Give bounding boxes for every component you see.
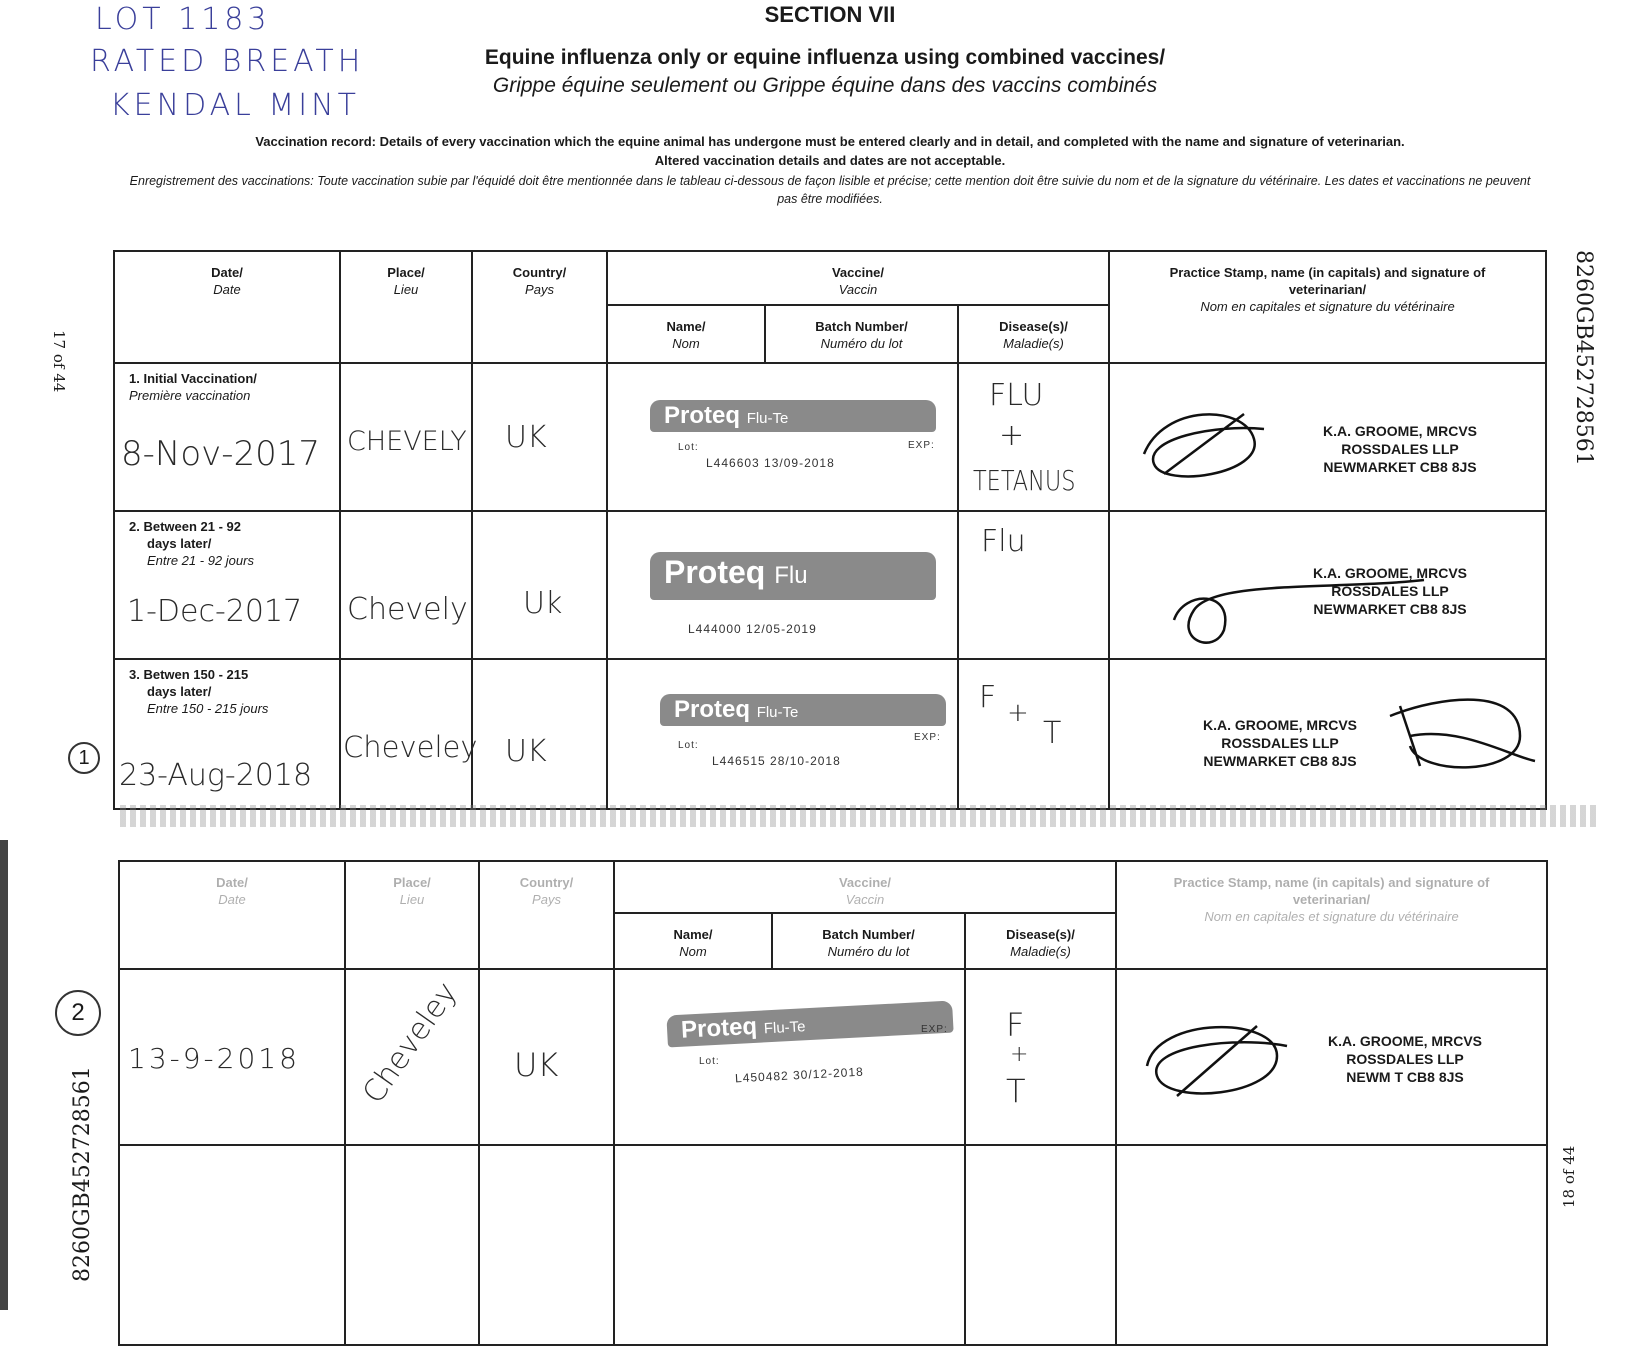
row3-signature: [1380, 676, 1540, 786]
row2-disease-cell: [958, 511, 1109, 659]
page-number-right: 18 of 44: [1560, 1145, 1578, 1208]
page-number-left: 17 of 44: [50, 330, 68, 393]
bottom-row-disease-cell: [965, 969, 1116, 1145]
table-row: [119, 1145, 1547, 1345]
row2-country-cell: [472, 511, 607, 659]
row2-vaccine-label-cell: [607, 511, 958, 659]
table-row: [114, 511, 1546, 659]
row3-exp-label: EXP:: [914, 732, 941, 743]
circle-marker-2-text: 2: [71, 999, 85, 1026]
row1-signature: [1124, 394, 1274, 494]
row3-disease-plus: +: [1007, 698, 1029, 728]
bottom-row-disease-t: T: [1006, 1072, 1026, 1110]
empty-cell: [965, 1145, 1116, 1345]
circle-marker-1: [68, 742, 100, 774]
bottom-row-vaccine-label-cell: [614, 969, 965, 1145]
bottom-row-exp-label: EXP:: [921, 1024, 948, 1035]
row3-date: 23-Aug-2018: [119, 758, 313, 793]
row1-lot-number: L446603 13/09-2018: [706, 456, 835, 470]
bottom-header-disease: Disease(s)/ Maladie(s): [965, 913, 1116, 969]
empty-cell: [119, 1145, 345, 1345]
header-country: Country/ Pays: [472, 251, 607, 363]
circle-marker-1-text: 1: [78, 747, 90, 769]
heading-english: Equine influenza only or equine influenza using combined vaccines/: [484, 46, 1166, 69]
bottom-header-country: Country/ Pays: [479, 861, 614, 969]
bottom-row-vaccine-label: Proteq Flu-Te: [666, 1001, 953, 1048]
bottom-header-stamp: Practice Stamp, name (in capitals) and signature of veterinarian/ Nom en capitales et signature du vétérinaire: [1116, 861, 1547, 969]
bottom-header-date: Date/ Date: [119, 861, 345, 969]
instructions-english: Vaccination record: Details of every vaccination which the equine animal has undergone must be entered clearly and in detail, and completed with the name and signature of veterinarian.: [255, 134, 1405, 149]
row3-date-cell: 3. Betwen 150 - 215 days later/ Entre 150 - 215 jours 23-Aug-2018: [114, 659, 340, 809]
row3-stamp-cell: [1109, 659, 1546, 809]
row3-vaccine-label-cell: [607, 659, 958, 809]
bottom-header-vaccine: Vaccine/ Vaccin: [614, 861, 1116, 913]
empty-cell: [345, 1145, 479, 1345]
row1-date: 8-Nov-2017: [121, 434, 321, 474]
table-row: [114, 363, 1546, 511]
bottom-row-country: UK: [514, 1046, 559, 1084]
bottom-header-name: Name/ Nom: [614, 913, 772, 969]
header-batch: Batch Number/ Numéro du lot: [765, 305, 958, 363]
row3-disease-t: T: [1043, 716, 1062, 751]
row1-lot-label: Lot:: [678, 442, 699, 453]
row2-date-cell: 2. Between 21 - 92 days later/ Entre 21 - 92 jours 1-Dec-2017: [114, 511, 340, 659]
row2-stamp: K.A. GROOME, MRCVS ROSSDALES LLP NEWMARKET CB8 8JS: [1312, 565, 1467, 617]
row3-country-cell: [472, 659, 607, 809]
section-title: SECTION VII: [764, 2, 896, 27]
handwritten-dam-name: KENDAL MINT: [110, 88, 360, 123]
bottom-row-stamp-cell: [1116, 969, 1547, 1145]
header-place: Place/ Lieu: [340, 251, 472, 363]
faded-overlap-strip: [120, 805, 1600, 827]
row2-stamp-cell: [1109, 511, 1546, 659]
header-vaccine: Vaccine/ Vaccin: [607, 251, 1109, 305]
empty-cell: [479, 1145, 614, 1345]
row3-place: Cheveley: [343, 730, 478, 764]
row2-country: Uk: [523, 586, 563, 621]
row1-place-cell: [340, 363, 472, 511]
row1-disease-line2: +: [999, 418, 1025, 453]
header-name: Name/ Nom: [607, 305, 765, 363]
bottom-row-place: Cheveley: [356, 975, 465, 1111]
row1-date-cell: 1. Initial Vaccination/ Première vaccination 8-Nov-2017: [114, 363, 340, 511]
row1-disease-cell: [958, 363, 1109, 511]
bottom-row-date-cell: [119, 969, 345, 1145]
header-stamp: Practice Stamp, name (in capitals) and signature of veterinarian/ Nom en capitales et signature du vétérinaire: [1109, 251, 1546, 363]
bottom-row-place-cell: [345, 969, 479, 1145]
row2-place: Chevely: [347, 592, 468, 627]
row1-vaccine-label-cell: [607, 363, 958, 511]
row1-stamp-cell: [1109, 363, 1546, 511]
bottom-row-country-cell: [479, 969, 614, 1145]
row1-disease-line3: TETANUS: [973, 464, 1076, 497]
bottom-row-date: 13-9-2018: [128, 1042, 300, 1075]
handwritten-lot: LOT 1183: [95, 2, 271, 37]
header-disease: Disease(s)/ Maladie(s): [958, 305, 1109, 363]
empty-cell: [1116, 1145, 1547, 1345]
row1-exp-label: EXP:: [908, 440, 935, 451]
row2-disease: Flu: [981, 524, 1026, 559]
header-date: Date/ Date: [114, 251, 340, 363]
vaccination-table-bottom: [118, 860, 1548, 1346]
row2-date: 1-Dec-2017: [127, 594, 303, 629]
row2-lot-number: L444000 12/05-2019: [688, 622, 817, 636]
row1-place: CHEVELY: [347, 426, 467, 457]
serial-left: 8260GB452728561: [70, 1066, 95, 1282]
row3-disease-f: F: [979, 680, 997, 715]
bottom-row-stamp: K.A. GROOME, MRCVS ROSSDALES LLP NEWM T CB8 8JS: [1327, 1033, 1482, 1085]
row2-place-cell: [340, 511, 472, 659]
row1-disease-line1: FLU: [989, 378, 1044, 413]
row3-place-cell: [340, 659, 478, 809]
serial-right: 8260GB452728561: [1571, 250, 1596, 466]
handwritten-horse-name: RATED BREATH: [90, 44, 365, 79]
row1-stamp: K.A. GROOME, MRCVS ROSSDALES LLP NEWMARKET CB8 8JS: [1322, 423, 1477, 475]
bottom-header-batch: Batch Number/ Numéro du lot: [772, 913, 965, 969]
bottom-header-place: Place/ Lieu: [345, 861, 479, 969]
instructions-french: Enregistrement des vaccinations: Toute vaccination subie par l'équidé doit être mentionnée dans le tableau ci-dessous de façon lisible et précise; cette mention doit être suivie du nom et de la signature du vétérinaire. Les dates et vaccinations ne peuvent pas être modifiées.: [129, 174, 1531, 206]
row3-disease-cell: [958, 659, 1109, 809]
vaccination-table-top: [113, 250, 1547, 810]
row3-stamp: K.A. GROOME, MRCVS ROSSDALES LLP NEWMARKET CB8 8JS: [1202, 717, 1357, 769]
row2-vaccine-label: Proteq Flu: [650, 552, 936, 600]
row3-vaccine-label: Proteq Flu-Te: [660, 694, 946, 726]
empty-cell: [614, 1145, 965, 1345]
bottom-row-lot-label: Lot:: [699, 1056, 720, 1067]
row3-lot-label: Lot:: [678, 740, 699, 751]
bottom-row-lot-number: L450482 30/12-2018: [734, 1064, 865, 1086]
row1-country: UK: [505, 420, 547, 455]
heading-french: Grippe équine seulement ou Grippe équine dans des vaccins combinés: [492, 74, 1158, 97]
table-row: [114, 659, 1546, 809]
row3-lot-number: L446515 28/10-2018: [712, 754, 841, 768]
left-edge-bar: [0, 840, 8, 1310]
row1-vaccine-label: Proteq Flu-Te: [650, 400, 936, 432]
row1-country-cell: [472, 363, 607, 511]
instructions-english-2: Altered vaccination details and dates are not acceptable.: [654, 153, 1006, 168]
row3-country: UK: [505, 734, 547, 769]
circle-marker-2: [55, 990, 101, 1036]
table-row: [119, 969, 1547, 1145]
bottom-row-disease-f: F: [1006, 1006, 1025, 1044]
bottom-row-signature: [1127, 1006, 1297, 1116]
bottom-row-disease-plus: +: [1010, 1042, 1029, 1067]
